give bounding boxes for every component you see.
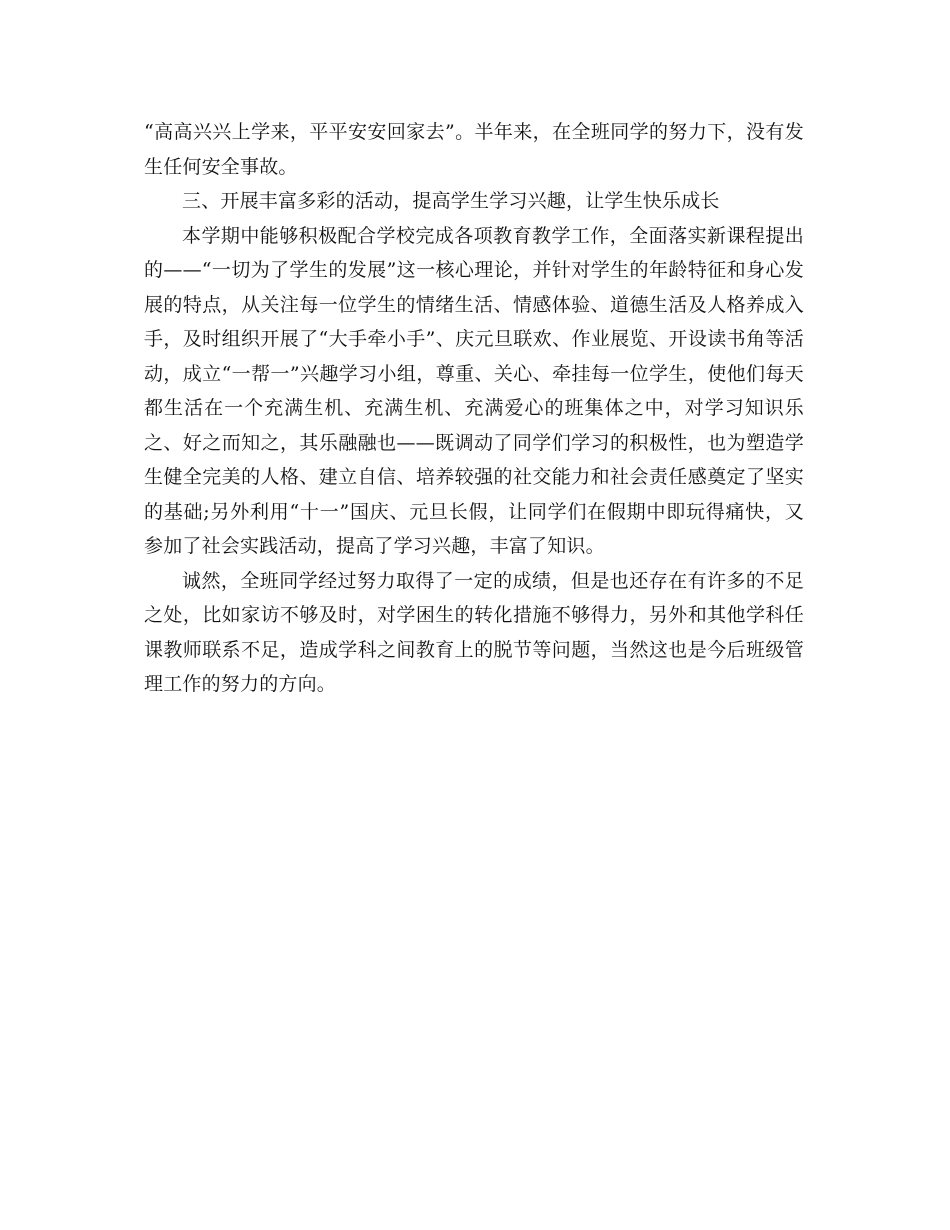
document-body [144, 115, 804, 702]
paragraph-safety-summary: “高高兴兴上学来，平平安安回家去”。半年来，在全班同学的努力下，没有发生任何安全事故。 [144, 121, 804, 178]
paragraph-activities: 本学期中能够积极配合学校完成各项教育教学工作，全面落实新课程提出的——“一切为了学生的发展”这一核心理论，并针对学生的年龄特征和身心发展的特点，从关注每一位学生的情绪生活、情感体验、道德生活及人格养成入手，及时组织开展了“大手牵小手”、庆元旦联欢、作业展览、开设读书角等活动，成立“一帮一”兴趣学习小组，尊重、关心、牵挂每一位学生，使他们每天都生活在一个充满生机、充满生机、充满爱心的班集体之中，对学习知识乐之、好之而知之，其乐融融也——既调动了同学们学习的积极性，也为塑造学生健全完美的人格、建立自信、培养较强的社交能力和社会责任感奠定了坚实的基础;另外利用“十一”国庆、元旦长假，让同学们在假期中即玩得痛快，又参加了社会实践活动，提高了学习兴趣，丰富了知识。 [144, 224, 804, 557]
section-heading-activities: 三、开展丰富多彩的活动，提高学生学习兴趣，让学生快乐成长 [182, 190, 720, 212]
paragraph-shortcomings: 诚然，全班同学经过努力取得了一定的成绩，但是也还存在有许多的不足之处，比如家访不够及时，对学困生的转化措施不够得力，另外和其他学科任课教师联系不足，造成学科之间教育上的脱节等问题，当然这也是今后班级管理工作的努力的方向。 [144, 569, 804, 695]
